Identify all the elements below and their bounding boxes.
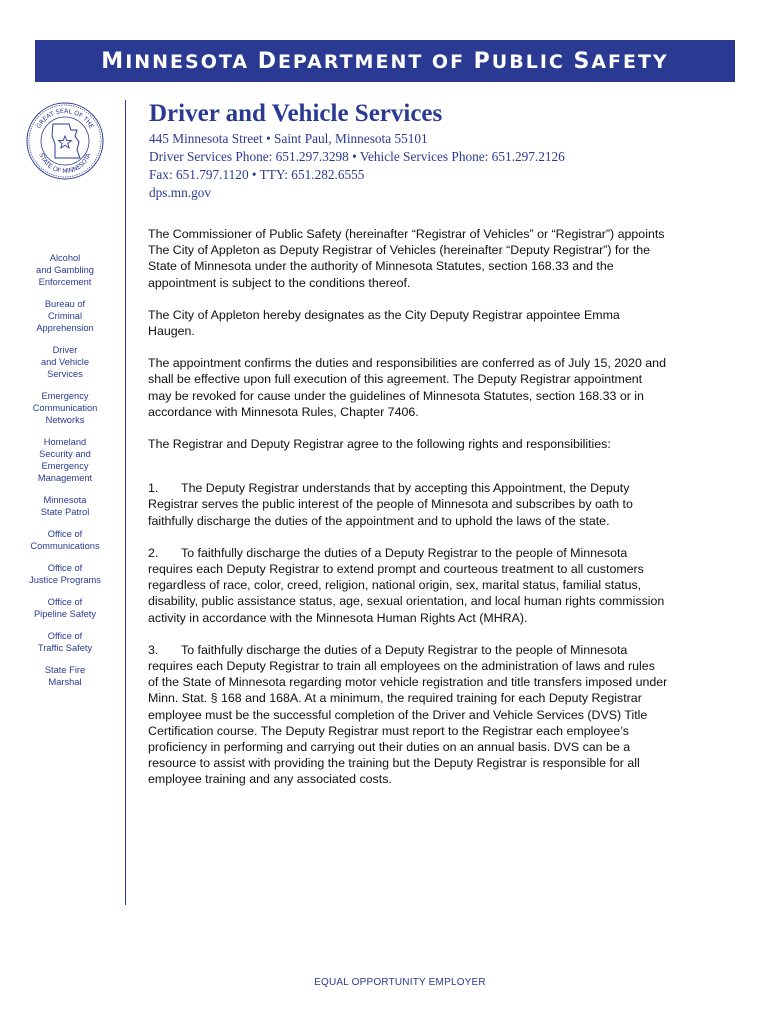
sidebar-division-item	[20, 390, 110, 426]
sidebar-division-line: Emergency	[41, 461, 89, 471]
sidebar-division-line: Office of	[47, 529, 83, 539]
sidebar-division-line: Networks	[45, 415, 85, 425]
sidebar-division-line: Communication	[32, 403, 98, 413]
banner-title-cap: S	[573, 48, 592, 74]
numbered-item-number: 1.	[148, 481, 159, 496]
division-phones: Driver Services Phone: 651.297.3298 • Vehicle Services Phone: 651.297.2126	[149, 149, 565, 164]
division-website[interactable]: dps.mn.gov	[149, 185, 212, 200]
numbered-item-number: 3.	[148, 642, 159, 657]
sidebar-division-line: Security and	[39, 449, 91, 459]
sidebar-division-line: and Gambling	[36, 265, 94, 275]
numbered-item	[148, 642, 668, 788]
banner-title-rest: UBLIC	[491, 50, 574, 73]
sidebar-division-item	[20, 664, 110, 688]
sidebar-division-item	[20, 494, 110, 518]
sidebar-division-item	[20, 630, 110, 654]
banner-title-rest: INNESOTA	[125, 50, 258, 73]
banner-title-cap: D	[257, 48, 278, 74]
header-banner	[35, 40, 735, 82]
sidebar-division-line: Communications	[30, 541, 100, 551]
numbered-list	[148, 480, 668, 787]
sidebar-division-line: Office of	[47, 597, 83, 607]
sidebar-division-line: Traffic Safety	[37, 643, 93, 653]
sidebar-division-line: Pipeline Safety	[33, 609, 97, 619]
numbered-item-text: To faithfully discharge the duties of a Deputy Registrar to the people of Minnesota requires each Deputy Registrar to extend prompt and courteous treatment to all customers regardless of race, color, creed, religion, national origin, sex, marital status, familial status, disability, public assistance status, age, sexual orientation, and local human rights commission activity in accordance with the Minnesota Human Rights Act (MHRA).	[148, 545, 665, 625]
paragraph-agreement-intro: The Registrar and Deputy Registrar agree to the following rights and responsibilities:	[148, 437, 611, 452]
sidebar-division-line: Management	[37, 473, 93, 483]
sidebar-division-line: Criminal	[47, 311, 83, 321]
footer	[0, 977, 770, 988]
seal-text-bottom: STATE OF MINNESOTA	[37, 152, 93, 176]
sidebar-division-line: Services	[47, 369, 83, 379]
paragraph-appointment: The Commissioner of Public Safety (hereinafter “Registrar of Vehicles” or “Registrar”) appoints The City of Appleton as Deputy Registrar of Vehicles (hereinafter “Deputy Registrar”) for the State of Minnesota under the authority of Minnesota Statutes, section 168.33 and the appointment is subject to the conditions thereof.	[148, 227, 665, 290]
sidebar-division-line: State Patrol	[40, 507, 90, 517]
sidebar-division-item	[20, 252, 110, 288]
banner-title	[101, 49, 668, 74]
sidebar-division-line: Emergency	[41, 391, 89, 401]
sidebar-division-line: and Vehicle	[40, 357, 90, 367]
seal-text-top: GREAT SEAL OF THE	[35, 107, 95, 130]
sidebar-division-line: Homeland	[43, 437, 87, 447]
state-seal-icon	[25, 100, 105, 182]
sidebar-division-line: Apprehension	[36, 323, 94, 333]
sidebar-division-line: Enforcement	[38, 277, 92, 287]
sidebar-division-item	[20, 344, 110, 380]
sidebar-divisions	[20, 252, 110, 698]
sidebar-division-line: Justice Programs	[29, 575, 101, 585]
sidebar-division-item	[20, 596, 110, 620]
banner-title-cap: M	[101, 48, 126, 74]
sidebar-division-line: Alcohol	[49, 253, 81, 263]
numbered-item	[148, 545, 668, 626]
numbered-item	[148, 480, 668, 529]
footer-eoe: EQUAL OPPORTUNITY EMPLOYER	[314, 977, 486, 988]
letter-body	[148, 226, 668, 804]
banner-title-cap: P	[473, 48, 492, 74]
numbered-item-text: The Deputy Registrar understands that by accepting this Appointment, the Deputy Registrar serves the public interest of the people of Minnesota and subscribes by oath to faithfully discharge the duties of the appointment and to uphold the laws of the state.	[148, 481, 633, 528]
sidebar-division-line: Marshal	[48, 677, 82, 687]
paragraph-effective-date: The appointment confirms the duties and responsibilities are conferred as of July 15, 2020 and shall be effective upon full execution of this agreement. The Deputy Registrar appointment may be revoked for cause under the guidelines of Minnesota Statutes, section 168.33 or in accordance with Minnesota Rules, Chapter 7406.	[148, 356, 666, 419]
sidebar-division-line: Office of	[47, 631, 83, 641]
division-address: 445 Minnesota Street • Saint Paul, Minnesota 55101	[149, 131, 428, 146]
vertical-divider	[125, 100, 126, 905]
banner-title-rest: EPARTMENT OF	[277, 50, 474, 73]
sidebar-division-item	[20, 528, 110, 552]
state-seal	[25, 100, 105, 182]
division-fax-tty: Fax: 651.797.1120 • TTY: 651.282.6555	[149, 167, 365, 182]
paragraph-designation: The City of Appleton hereby designates as the City Deputy Registrar appointee Emma Haugen.	[148, 307, 620, 339]
sidebar-division-item	[20, 298, 110, 334]
letterhead	[149, 98, 719, 202]
banner-title-rest: AFETY	[591, 50, 669, 73]
sidebar-division-item	[20, 436, 110, 484]
sidebar-division-line: Bureau of	[44, 299, 86, 309]
division-name: Driver and Vehicle Services	[149, 100, 443, 127]
numbered-item-number: 2.	[148, 545, 159, 560]
numbered-item-text: To faithfully discharge the duties of a Deputy Registrar to the people of Minnesota requires each Deputy Registrar to train all employees on the administration of laws and rules of the State of Minnesota regarding motor vehicle registration and title transfers imposed under Minn. Stat. § 168 and 168A. At a minimum, the required training for each Deputy Registrar employee must be the successful completion of the Driver and Vehicle Services (DVS) Title Certification course. The Deputy Registrar must report to the Registrar each employee’s proficiency in performing and carrying out their duties on an annual basis. DVS can be a resource to assist with providing the training but the Deputy Registrar is responsible for all employee training and any associated costs.	[148, 642, 668, 787]
sidebar-division-line: Office of	[47, 563, 83, 573]
sidebar-division-line: Driver	[52, 345, 78, 355]
sidebar-division-item	[20, 562, 110, 586]
sidebar-division-line: State Fire	[44, 665, 86, 675]
sidebar-division-line: Minnesota	[43, 495, 87, 505]
